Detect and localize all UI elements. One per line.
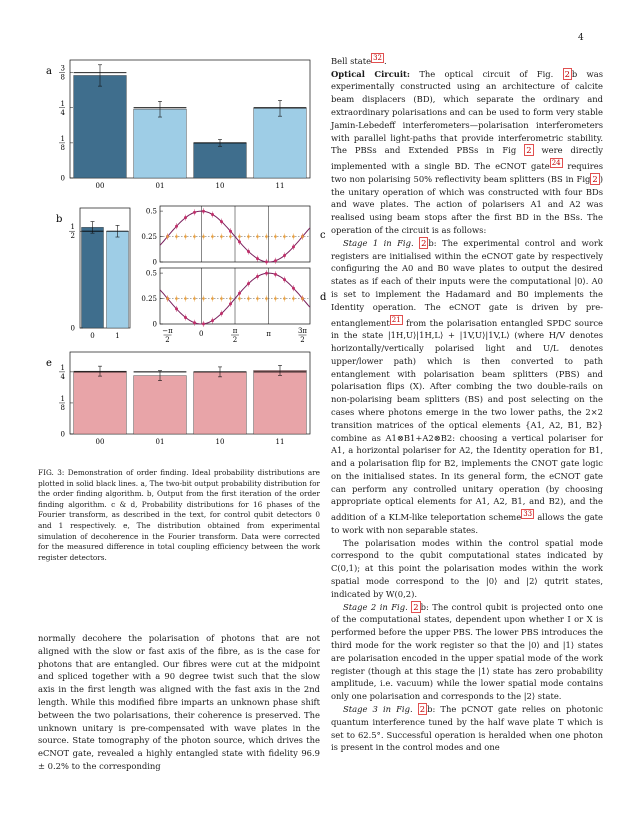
panel-label: a	[46, 66, 52, 77]
y-tick-label: 0	[152, 258, 157, 267]
bar-measured	[134, 109, 187, 178]
x-tick-label: 01	[155, 182, 165, 190]
panel-a	[46, 60, 310, 190]
y-tick-label: 0	[60, 430, 65, 439]
bar-measured	[194, 143, 247, 178]
figure-caption	[38, 468, 320, 563]
y-tick-label: 0.5	[145, 269, 157, 278]
bar-measured	[82, 227, 104, 328]
stage-2-paragraph: Stage 2 in Fig. 2 b: The control qubit is projected onto one of the computational states, dependent upon whether I or X is performed before the upper PBS. The lower PBS introduces the third mode for the work register so that the |0⟩ and |1⟩ states are polarisation encoded in the upper spatial mode of the work register (though at this stage the |1⟩ state has zero probability amplitude, i.e. vacuum) while the lower spatial mode contains only one polarisation and corresponds to the |2⟩ state.	[331, 601, 603, 702]
left-paragraph: normally decohere the polarisation of photons that are not aligned with the slow or fast axis of the fibre, as is the case for photons that are entangled. Our fibres were cut at the midpoint and spliced together with a 90 degree twist such that the slow axis in the first length was aligned with the fast axis in the 2nd length. While this modified fibre imparts an unknown phase shift between the two polarisations, their coherence is preserved. The unknown unitary is pre-compensated with wave plates in the source. State tomography of the photon source, which drives the eCNOT gate, revealed a highly entangled state with fidelity 96.9 ± 0.2% to the corresponding	[38, 633, 320, 771]
figure-ref[interactable]: 2	[413, 601, 419, 612]
figure-ref[interactable]: 2	[421, 237, 427, 248]
y-tick-label: 0	[60, 174, 65, 183]
bar-measured	[194, 372, 247, 434]
bar-measured	[134, 376, 187, 434]
panel-label: e	[46, 358, 52, 369]
section-run-in-heading: Optical Circuit:	[331, 68, 411, 79]
figure-ref[interactable]: 2	[564, 68, 570, 79]
x-tick-label: 00	[95, 182, 105, 190]
x-tick-label: −π	[162, 327, 173, 335]
y-tick-label-den: 2	[70, 232, 75, 241]
figure-3	[38, 46, 327, 446]
y-tick-label-den: 4	[60, 108, 65, 117]
panel-label: d	[320, 292, 327, 303]
optical-circuit-paragraph: Optical Circuit: The optical circuit of Fig. 2 b was experimentally constructed using an architecture of calcite beam displacers (BD), which separate the ordinary and extraordinary polarisations and can be used to form very stable Jamin-Lebedeff interferometers—polarisation interferometers with parallel light-paths that provide interferometric stability. The PBSs and Extended PBSs in Fig 2 were directly implemented with a single BD. The eCNOT gate $^{24}$ requires two non polarising 50% reflectivity beam splitters (BS in Fig 2 ) the unitary operation of which was constructed with four BDs and wave plates. The action of polarisers A1 and A2 was realised using beam stops after the first BD in the BSs. The operation of the circuit is as follows:	[331, 68, 604, 235]
y-tick-label-den: 4	[60, 372, 65, 381]
bar-measured	[254, 108, 307, 178]
x-tick-label: 00	[95, 438, 105, 446]
x-tick-label: 1	[115, 332, 120, 340]
panel-d	[141, 268, 327, 344]
bar-measured	[74, 75, 127, 178]
page-number: 4	[578, 33, 584, 43]
x-tick-den: 2	[300, 336, 305, 344]
y-tick-label: 1	[60, 363, 65, 372]
y-tick-label: 0.5	[145, 207, 157, 216]
x-tick-label: 01	[155, 438, 165, 446]
y-tick-label: 0	[70, 324, 75, 333]
x-tick-label: 0	[199, 330, 204, 338]
left-column-body	[38, 632, 320, 773]
panel-e	[46, 352, 310, 446]
y-tick-label: 1	[60, 99, 65, 108]
figure-ref[interactable]: 2	[592, 173, 598, 184]
y-tick-label-den: 8	[60, 73, 65, 82]
x-tick-den: 2	[165, 336, 170, 344]
panel-c	[141, 206, 326, 267]
bar-measured	[254, 370, 307, 434]
bar-measured	[107, 231, 129, 328]
caption-label: FIG. 3:	[38, 468, 65, 477]
y-tick-label-den: 8	[60, 403, 65, 412]
citation-ref[interactable]: 21	[391, 315, 401, 324]
stage-3-paragraph: Stage 3 in Fig. 2 b: The pCNOT gate relies on photonic quantum interference tuned by the half wave plate T which is set to 62.5°. Successful operation is heralded when one photon is present in the control modes and one	[331, 704, 603, 753]
y-tick-label: 1	[60, 134, 65, 143]
x-tick-label: 11	[275, 182, 285, 190]
stage-1-paragraph: Stage 1 in Fig. 2 b: The experimental control and work registers are initialised within the eCNOT gate by respectively configuring the A0 and B0 wave plates to output the desired states as if each of their inputs were the computational |0⟩. A0 is set to implement the Hadamard and B0 implements the Identity operation. The eCNOT gate is driven by pre-entanglement $^{21}$ from the polarisation entangled SPDC source in the state |1H,U⟩|1H,L⟩ + |1V,U⟩|1V,L⟩ (where H/V denotes horizontally/vertically polarised light and U/L denotes upper/lower path) which is then converted to path entanglement with polarisation beam splitters (PBS) and polarisation flips (X). After combing the two double-rails on non-polarising beam splitters (BS) and post selecting on the cases where photons emerge in the two lower paths, the 2×2 transition matrices of the optical elements {A1, A2, B1, B2} combine as A1⊗B1+A2⊗B2: choosing a vertical polariser for A1, a horizontal polariser for A2, the Identity operation for B1, and a polarisation flip for B2, implements the CNOT gate logic on the initialised states. In its general form, the eCNOT gate can perform any controlled unitary operation (by choosing appropriate optical elements for A1, A2, B1, and B2), and the addition of a KLM-like teleportation scheme $^{33}$ allows the gate to work with non separable states.	[331, 237, 604, 535]
citation-ref[interactable]: 33	[523, 510, 533, 519]
citation-ref[interactable]: 24	[551, 159, 561, 168]
bell-state-line: Bell state $^{32}$ .	[331, 54, 387, 66]
x-tick-label: 11	[275, 438, 285, 446]
y-tick-label-den: 8	[60, 143, 65, 152]
x-tick-den: 2	[232, 336, 238, 344]
x-tick-label: π	[266, 330, 272, 338]
y-tick-label: 1	[70, 223, 75, 232]
y-tick-label: 1	[60, 394, 65, 403]
x-tick-label: π	[232, 327, 238, 335]
x-tick-label: 3π	[297, 327, 308, 335]
y-tick-label: 3	[60, 64, 65, 73]
right-column-body	[331, 52, 603, 754]
caption-text: Demonstration of order finding. Ideal probability distributions are plotted in solid black lines. a, The two-bit output probability distribution for the order finding algorithm. b, Output from the first iteration of the order finding algorithm. c & d, Probability distributions for 16 phases of the Fourier transform, as described in the text, for control qubit detectors 0 and 1 respectively. e, The distribution obtained from experimental simulation of decoherence in the Fourier transform. Data were corrected for the measured difference in total coupling efficiency between the work register detectors.	[38, 468, 320, 562]
figure-ref[interactable]: 2	[526, 145, 532, 156]
panel-label: b	[56, 214, 63, 225]
y-tick-label: 0	[152, 320, 157, 329]
panel-label: c	[320, 230, 326, 241]
polarisation-paragraph: The polarisation modes within the control spatial mode correspond to the qubit computational states indicated by C(0,1); at this point the polarisation modes within the work spatial mode correspond to the |0⟩ and |2⟩ qutrit states, indicated by W(0,2).	[331, 537, 603, 599]
x-tick-label: 10	[215, 182, 225, 190]
bar-measured	[74, 371, 127, 434]
panel-b	[56, 208, 130, 340]
x-tick-label: 10	[215, 438, 225, 446]
y-tick-label: 0.25	[141, 233, 157, 242]
x-tick-label: 0	[90, 332, 95, 340]
citation-ref[interactable]: 32	[373, 54, 382, 62]
y-tick-label: 0.25	[141, 295, 157, 304]
figure-ref[interactable]: 2	[419, 704, 426, 715]
